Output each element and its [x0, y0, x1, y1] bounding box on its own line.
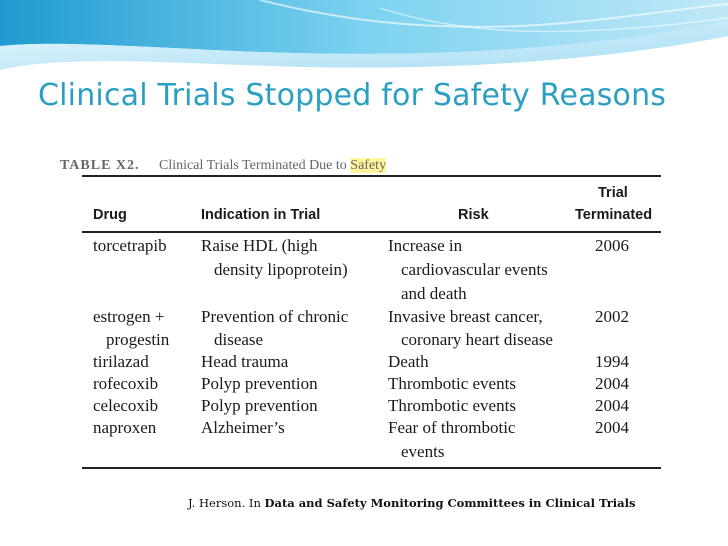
citation	[188, 496, 635, 510]
table-header-rule	[82, 231, 661, 233]
table-top-rule	[82, 175, 661, 177]
row6-drug: naproxen	[93, 418, 157, 437]
table-caption-highlight: Safety	[350, 158, 387, 173]
row2-indication-line1: Prevention of chronic	[201, 307, 349, 326]
header-wave-decoration	[0, 0, 728, 90]
row6-year: 2004	[595, 418, 629, 437]
row5-risk: Thrombotic events	[388, 396, 516, 415]
header-drug: Drug	[93, 207, 127, 223]
row4-drug: rofecoxib	[93, 374, 159, 393]
row4-risk: Thrombotic events	[388, 374, 516, 393]
header-risk: Risk	[458, 207, 489, 223]
row1-risk-line3: and death	[401, 284, 467, 303]
table-caption	[60, 152, 480, 173]
row6-risk-line1: Fear of thrombotic	[388, 418, 516, 437]
row1-indication-line2: density lipoprotein)	[214, 260, 348, 279]
row6-risk-line2: events	[401, 442, 445, 461]
row1-year: 2006	[595, 236, 629, 255]
row1-risk-line2: cardiovascular events	[401, 260, 548, 279]
row3-indication: Head trauma	[201, 352, 289, 371]
table-caption-text: Clinical Trials Terminated Due to	[159, 158, 347, 173]
row2-drug-line2: progestin	[106, 330, 170, 349]
header-terminated-line2: Terminated	[575, 207, 653, 223]
row4-indication: Polyp prevention	[201, 374, 318, 393]
table-caption-label: TABLE X2.	[60, 158, 140, 173]
row1-indication-line1: Raise HDL (high	[201, 236, 318, 255]
row6-indication: Alzheimer’s	[201, 418, 285, 437]
row2-risk-line1: Invasive breast cancer,	[388, 307, 543, 326]
citation-source: Data and Safety Monitoring Committees in Clinical Trials	[264, 496, 636, 510]
row5-drug: celecoxib	[93, 396, 159, 415]
row2-drug-line1: estrogen +	[93, 307, 165, 326]
citation-prefix: J. Herson. In	[188, 496, 265, 510]
table-bottom-rule	[82, 467, 661, 469]
header-indication: Indication in Trial	[201, 207, 321, 223]
row1-drug: torcetrapib	[93, 236, 167, 255]
row3-drug: tirilazad	[93, 352, 149, 371]
row2-risk-line2: coronary heart disease	[401, 330, 553, 349]
row3-year: 1994	[595, 352, 629, 371]
header-terminated-line1: Trial	[598, 185, 628, 201]
row5-indication: Polyp prevention	[201, 396, 318, 415]
row2-indication-line2: disease	[214, 330, 264, 349]
row4-year: 2004	[595, 374, 629, 393]
row3-risk: Death	[388, 352, 429, 371]
slide-title: Clinical Trials Stopped for Safety Reasons	[38, 78, 667, 113]
row5-year: 2004	[595, 396, 629, 415]
row2-year: 2002	[595, 307, 629, 326]
row1-risk-line1: Increase in	[388, 236, 463, 255]
